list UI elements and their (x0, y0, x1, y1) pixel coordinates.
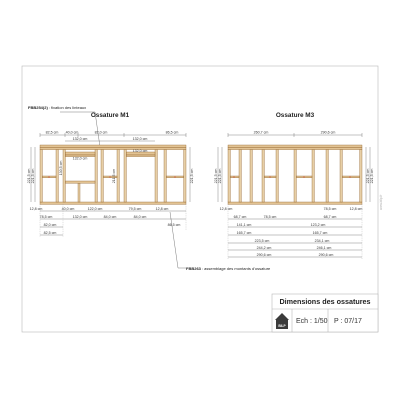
callout-lintel-code: FBB254(2) (28, 105, 48, 110)
m3-stud (360, 150, 362, 202)
m1-dim-bot2-3: 84,0 cm (103, 215, 117, 219)
m3-dim-top-1: 260,7 cm (253, 130, 269, 135)
m1-window-sill (65, 181, 95, 183)
m3-dim-bot-12: 290,6 cm (318, 253, 334, 257)
m1-stud (124, 150, 126, 202)
m3-dim-bot-7: 223,5 cm (254, 239, 270, 243)
callout-stud-text: : assemblage des montants d'ossature (201, 266, 271, 271)
scale-label: Ech : 1/50 (296, 318, 328, 325)
m1-window-cripple (78, 183, 80, 202)
m3-stud (228, 150, 230, 202)
wall-frame-m3-title: Ossature M3 (275, 112, 315, 119)
m1-stud (95, 150, 97, 202)
m1-door-lintel-2 (126, 155, 155, 157)
m1-dim-top-inner-1: 132,0 cm (72, 137, 88, 141)
m3-stud (326, 150, 328, 202)
m1-dim-bot-2: 40,0 cm (61, 207, 75, 211)
m3-dim-bot-2: 78,5 cm (323, 207, 337, 211)
m1-stud (184, 150, 186, 202)
m1-stud (117, 150, 119, 202)
m3-stud (250, 150, 252, 202)
m3-dim-bot-6: 165,7 cm (236, 231, 252, 235)
m3-top-plate (228, 145, 362, 147)
m3-dim-bot-10: 246,1 cm (316, 246, 332, 250)
m1-dim-door-width: 132,0 cm (132, 149, 148, 153)
wall-frame-m1-title: Ossature M1 (90, 112, 130, 119)
m3-dim-right-h1: 221,5 cm (366, 168, 370, 184)
m3-dim-left-h1: 221,5 cm (214, 168, 218, 184)
callout-stud-assembly (186, 266, 271, 271)
m3-blocking (230, 176, 239, 178)
callout-stud-leader (167, 212, 186, 268)
m3-dim-bot-3: 68,7 cm (233, 215, 247, 219)
callout-stud-code: FBB263 (186, 266, 201, 271)
m3-dim-bot-4: 141,1 cm (236, 223, 252, 227)
m3-stud (294, 150, 296, 202)
m1-dim-mid-height: 211,5 cm (112, 168, 116, 184)
m1-dim-bot2-4: 84,0 cm (133, 215, 147, 219)
m1-stud (63, 150, 65, 202)
side-website-text: www.bilp.fr (379, 194, 383, 210)
m1-dim-left-h2: 221,5 cm (31, 168, 35, 184)
m1-stud (164, 150, 166, 202)
m3-dim-top-2: 290,6 cm (320, 130, 336, 135)
m1-dim-top-inner-2: 132,0 cm (132, 137, 148, 141)
m1-dim-right-h1: 221,5 cm (190, 168, 194, 184)
m3-stud (340, 150, 342, 202)
m1-dim-bot-4: 79,5 cm (128, 207, 142, 211)
m1-stud (40, 150, 42, 202)
m3-top-plate-2 (228, 147, 362, 149)
m1-dim-bot2-1: 78,5 cm (39, 215, 53, 219)
m3-dim-bot-6b: 165,7 cm (312, 231, 328, 235)
callout-lintel-fixing (28, 105, 86, 110)
m3-dim-bot-3b: 68,7 cm (323, 215, 337, 219)
m1-dim-window-width-2: 132,0 cm (72, 156, 88, 161)
m3-stud (262, 150, 264, 202)
wall-frame-m3-view (214, 112, 374, 259)
m1-dim-window-height: 130,5 cm (59, 160, 63, 176)
m1-dim-bot5: 86,5 cm (167, 223, 181, 227)
m3-dim-bot-2b: 78,5 cm (263, 215, 277, 219)
m1-dim-bot2-2: 132,0 cm (72, 215, 88, 219)
title-block-title: Dimensions des ossatures (279, 297, 371, 306)
m3-stud (239, 150, 241, 202)
m3-stud (312, 150, 314, 202)
m1-dim-bot-5: 12,8 cm (155, 207, 169, 211)
m3-dim-right-h2: 221,5 cm (370, 168, 374, 184)
m3-dim-bot-11: 290,6 cm (256, 253, 272, 257)
m1-dim-top-4: 86,5 cm (165, 130, 179, 135)
m1-dim-top-3: 82,0 cm (94, 130, 108, 135)
m3-stud (276, 150, 278, 202)
m1-dim-bot4: 82,5 cm (43, 231, 57, 235)
m1-dim-bot-1: 12,8 cm (29, 207, 43, 211)
m1-dim-bot-3: 122,0 cm (87, 207, 103, 211)
m3-dim-bot-8: 234,1 cm (314, 239, 330, 243)
title-block (272, 294, 378, 332)
m1-stud (155, 150, 157, 202)
m1-dim-bot3: 82,0 cm (43, 223, 57, 227)
m3-dim-bot-9: 244,2 cm (256, 246, 272, 250)
m1-stud (101, 150, 103, 202)
m3-blocking (342, 176, 359, 178)
m3-dim-bot-5: 123,2 cm (310, 223, 326, 227)
callout-lintel-text: : fixation des linteaux (48, 105, 87, 110)
m3-dim-bot-1b: 12,8 cm (349, 207, 363, 211)
m1-dim-left-h1: 221,5 cm (27, 168, 31, 184)
m3-dim-bot-1: 12,8 cm (219, 207, 233, 211)
m1-window-lintel (65, 152, 95, 155)
wall-frame-m1-view (27, 105, 271, 271)
page-number: P : 07/17 (334, 318, 362, 325)
m1-dim-top-2: 40,0 cm (65, 130, 79, 135)
m3-bottom-plate (228, 202, 362, 204)
m1-bottom-plate (40, 202, 186, 204)
m1-top-plate-2 (40, 147, 186, 149)
m1-top-plate (40, 145, 186, 147)
m3-dim-left-h2: 221,5 cm (218, 168, 222, 184)
logo-text: BILP (278, 324, 286, 328)
m1-dim-top-1: 82,5 cm (45, 130, 59, 135)
